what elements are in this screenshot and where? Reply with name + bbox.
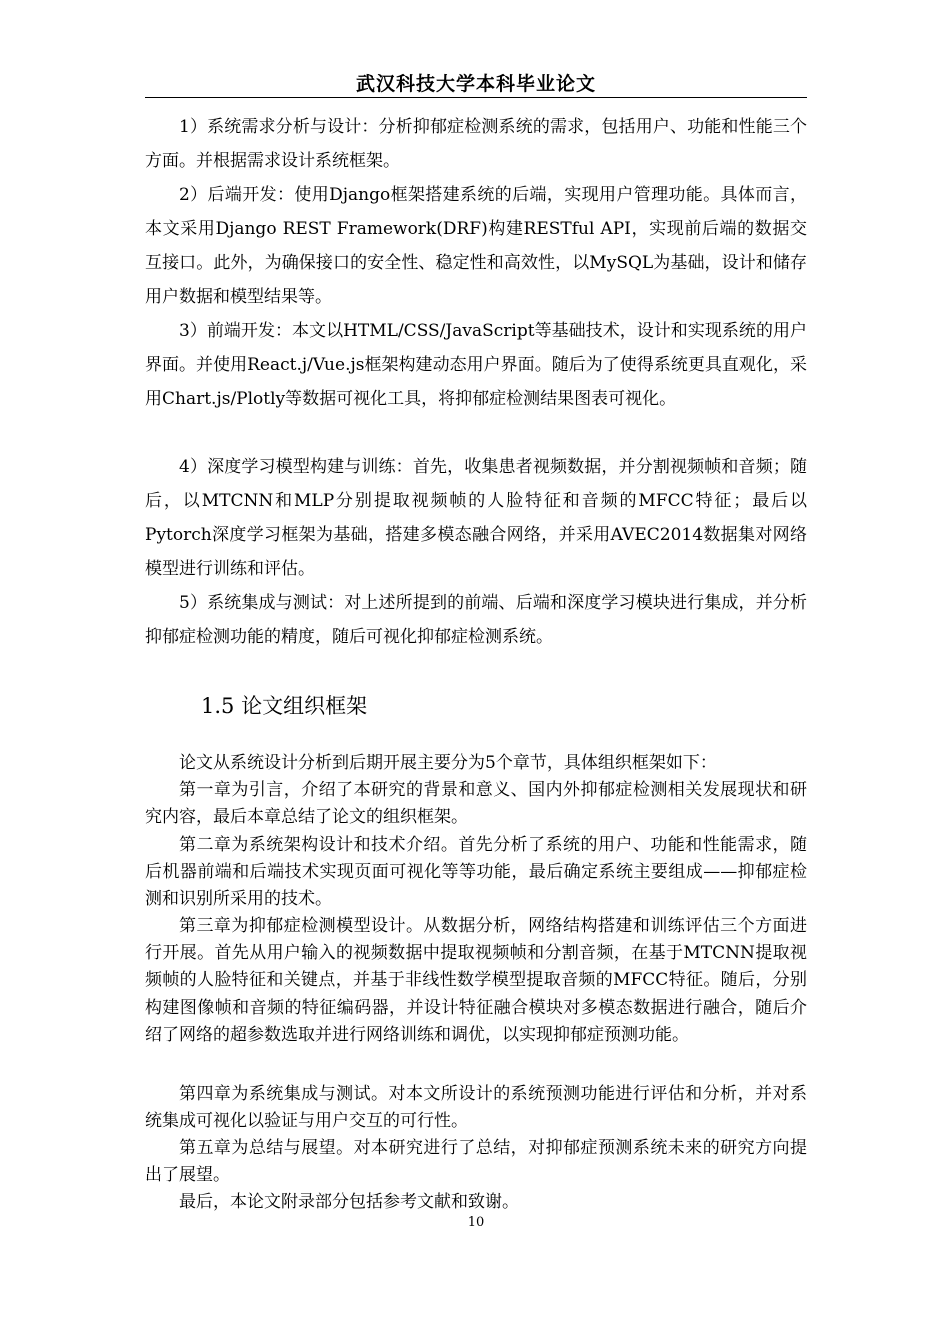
step-1-paragraph: 1）系统需求分析与设计：分析抑郁症检测系统的需求，包括用户、功能和性能三个方面。并根据需求设计系统框架。 <box>145 117 807 171</box>
chapter-4-paragraph: 第四章为系统集成与测试。对本文所设计的系统预测功能进行评估和分析，并对系统集成可视化以验证与用户交互的可行性。 <box>145 1084 807 1132</box>
chapter-2-paragraph: 第二章为系统架构设计和技术介绍。首先分析了系统的用户、功能和性能需求，随后机器前端和后端技术实现页面可视化等等功能，最后确定系统主要组成——抑郁症检测和识别所采用的技术。 <box>145 835 807 910</box>
section-heading: 1.5 论文组织框架 <box>201 694 368 718</box>
appendix-paragraph: 最后，本论文附录部分包括参考文献和致谢。 <box>179 1192 519 1212</box>
chapter-5-paragraph: 第五章为总结与展望。对本研究进行了总结，对抑郁症预测系统未来的研究方向提出了展望。 <box>145 1138 807 1186</box>
framework-intro-paragraph: 论文从系统设计分析到后期开展主要分为5个章节，具体组织框架如下： <box>179 753 717 773</box>
header-rule <box>145 97 807 98</box>
page-header-title: 武汉科技大学本科毕业论文 <box>355 73 596 95</box>
chapter-3-paragraph: 第三章为抑郁症检测模型设计。从数据分析，网络结构搭建和训练评估三个方面进行开展。首先从用户输入的视频数据中提取视频帧和分割音频，在基于MTCNN提取视频帧的人脸特征和关键点，并基于非线性数学模型提取音频的MFCC特征。随后，分别构建图像帧和音频的特征编码器，并设计特征融合模块对多模态数据进行融合，随后介绍了网络的超参数选取并进行网络训练和调优，以实现抑郁症预测功能。 <box>145 916 807 1045</box>
page-number: 10 <box>467 1215 485 1230</box>
step-3-paragraph: 3）前端开发：本文以HTML/CSS/JavaScript等基础技术，设计和实现系统的用户界面。并使用React.j/Vue.js框架构建动态用户界面。随后为了使得系统更具直观化，采用Chart.js/Plotly等数据可视化工具，将抑郁症检测结果图表可视化。 <box>145 321 807 409</box>
step-5-paragraph: 5）系统集成与测试：对上述所提到的前端、后端和深度学习模块进行集成，并分析抑郁症检测功能的精度，随后可视化抑郁症检测系统。 <box>145 593 807 647</box>
step-4-paragraph: 4）深度学习模型构建与训练：首先，收集患者视频数据，并分割视频帧和音频；随后，以MTCNN和MLP分别提取视频帧的人脸特征和音频的MFCC特征；最后以Pytorch深度学习框架为基础，搭建多模态融合网络，并采用AVEC2014数据集对网络模型进行训练和评估。 <box>145 457 807 579</box>
step-2-paragraph: 2）后端开发：使用Django框架搭建系统的后端，实现用户管理功能。具体而言，本文采用Django REST Framework(DRF)构建RESTful API，实现前后端的数据交互接口。此外，为确保接口的安全性、稳定性和高效性，以MySQL为基础，设计和储存用户数据和模型结果等。 <box>145 185 807 307</box>
chapter-1-paragraph: 第一章为引言，介绍了本研究的背景和意义、国内外抑郁症检测相关发展现状和研究内容，最后本章总结了论文的组织框架。 <box>145 780 807 828</box>
